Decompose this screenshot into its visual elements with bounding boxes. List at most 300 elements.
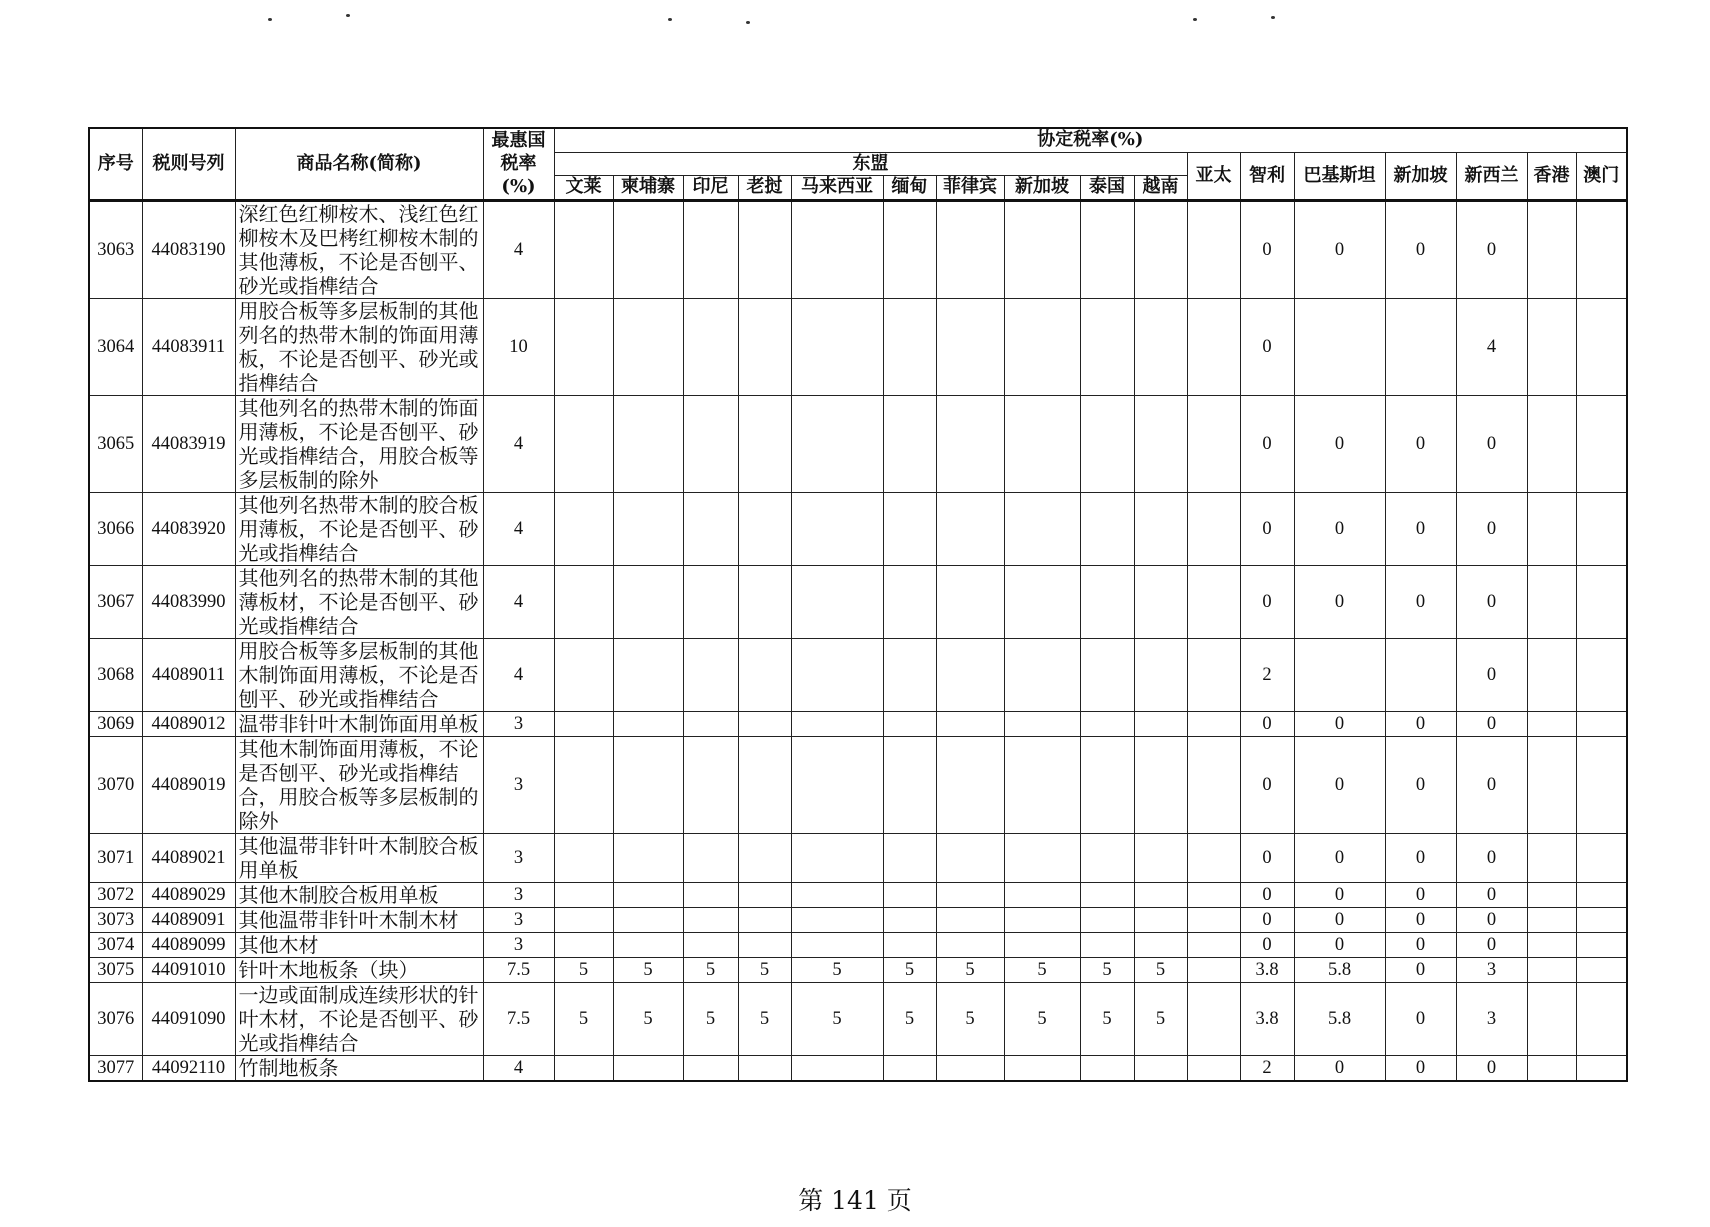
rate-asia-pacific-cell — [1187, 736, 1240, 833]
product-name-line: 木制饰面用薄板，不论是否 — [238, 662, 479, 687]
rate-new-zealand-cell: 4 — [1456, 298, 1527, 395]
rate-asean-cambodia-cell — [613, 298, 683, 395]
rate-asean-myanmar-cell — [883, 395, 936, 492]
product-name-line: 板，不论是否刨平、砂光或 — [238, 346, 479, 371]
rate-asean-laos-cell — [738, 833, 791, 882]
rate-new-zealand-cell: 0 — [1456, 200, 1527, 298]
product-name-line: 光或指榫结合 — [238, 613, 359, 638]
rate-asean-vietnam-cell — [1134, 565, 1187, 638]
scan-speck — [746, 21, 750, 24]
rate-new-zealand-cell: 0 — [1456, 932, 1527, 957]
rate-new-zealand-cell: 0 — [1456, 882, 1527, 907]
product-name-line: 光或指榫结合 — [238, 540, 359, 565]
tariff-code-cell: 44092110 — [142, 1055, 235, 1081]
rate-asean-myanmar-cell — [883, 932, 936, 957]
rate-singapore-cell: 0 — [1385, 907, 1456, 932]
rate-asean-indonesia-cell — [683, 298, 738, 395]
header-asean-brunei: 文莱 — [554, 175, 613, 200]
mfn-rate-cell: 4 — [483, 638, 554, 711]
tariff-table — [88, 127, 1628, 1082]
rate-hong-kong-cell — [1527, 492, 1576, 565]
rate-asean-thailand-cell — [1080, 932, 1134, 957]
rate-asean-indonesia-cell: 5 — [683, 957, 738, 982]
rate-asean-cambodia-cell — [613, 736, 683, 833]
rate-macao-cell — [1576, 907, 1627, 932]
rate-asean-vietnam-cell — [1134, 882, 1187, 907]
rate-asean-thailand-cell: 5 — [1080, 957, 1134, 982]
table-row — [89, 395, 1627, 492]
rate-asean-thailand-cell — [1080, 907, 1134, 932]
rate-asean-vietnam-cell — [1134, 298, 1187, 395]
table-row — [89, 1055, 1627, 1081]
rate-asia-pacific-cell — [1187, 711, 1240, 736]
rate-asean-cambodia-cell — [613, 907, 683, 932]
product-name-line: 合，用胶合板等多层板制的 — [238, 784, 479, 809]
rate-singapore-cell: 0 — [1385, 882, 1456, 907]
tariff-code-cell: 44089021 — [142, 833, 235, 882]
tariff-code-cell: 44083919 — [142, 395, 235, 492]
rate-asean-philippines-cell — [936, 395, 1004, 492]
seq-cell: 3070 — [89, 736, 142, 833]
page-number: 第 141 页 — [798, 1186, 912, 1215]
table-row — [89, 200, 1627, 298]
rate-asean-laos-cell — [738, 711, 791, 736]
seq-cell: 3064 — [89, 298, 142, 395]
tariff-code-cell: 44091010 — [142, 957, 235, 982]
rate-chile-cell: 0 — [1240, 736, 1294, 833]
rate-asean-myanmar-cell — [883, 736, 936, 833]
rate-asia-pacific-cell — [1187, 982, 1240, 1055]
product-name-line: 温带非针叶木制饰面用单板 — [238, 711, 479, 736]
product-name-line: 针叶木地板条（块） — [238, 957, 419, 982]
product-name-cell — [235, 957, 483, 982]
header-mfn-line: 最惠国 — [491, 130, 546, 152]
product-name-line: 刨平、砂光或指榫结合 — [238, 686, 439, 711]
product-name-line: 是否刨平、砂光或指榫结 — [238, 760, 459, 785]
rate-asean-cambodia-cell — [613, 1055, 683, 1081]
rate-asean-philippines-cell — [936, 638, 1004, 711]
tariff-code-cell: 44083190 — [142, 200, 235, 298]
rate-asean-malaysia-cell — [791, 395, 883, 492]
rate-chile-cell: 2 — [1240, 638, 1294, 711]
table-row — [89, 907, 1627, 932]
header-asean-indonesia: 印尼 — [683, 175, 738, 200]
product-name-line: 其他列名的热带木制的其他 — [238, 565, 479, 590]
product-name-line: 用单板 — [238, 857, 299, 882]
rate-asean-vietnam-cell: 5 — [1134, 957, 1187, 982]
product-name-line: 其他薄板，不论是否刨平、 — [238, 249, 479, 274]
rate-singapore-cell — [1385, 638, 1456, 711]
rate-asean-indonesia-cell — [683, 736, 738, 833]
rate-asean-brunei-cell — [554, 1055, 613, 1081]
rate-pakistan-cell: 0 — [1294, 492, 1385, 565]
rate-asean-indonesia-cell — [683, 882, 738, 907]
rate-new-zealand-cell: 0 — [1456, 565, 1527, 638]
rate-asean-vietnam-cell — [1134, 711, 1187, 736]
rate-chile-cell: 2 — [1240, 1055, 1294, 1081]
rate-macao-cell — [1576, 736, 1627, 833]
rate-singapore-cell — [1385, 298, 1456, 395]
rate-asean-philippines-cell — [936, 907, 1004, 932]
rate-asean-indonesia-cell — [683, 1055, 738, 1081]
rate-asean-laos-cell — [738, 298, 791, 395]
rate-asean-vietnam-cell — [1134, 833, 1187, 882]
product-name-line: 其他木材 — [238, 932, 319, 957]
seq-cell: 3075 — [89, 957, 142, 982]
header-asean-philippines: 菲律宾 — [936, 175, 1004, 200]
product-name-line: 薄板材，不论是否刨平、砂 — [238, 589, 479, 614]
rate-asean-indonesia-cell — [683, 711, 738, 736]
header-asean-laos: 老挝 — [738, 175, 791, 200]
rate-asean-malaysia-cell — [791, 200, 883, 298]
rate-asean-myanmar-cell: 5 — [883, 957, 936, 982]
header-pakistan: 巴基斯坦 — [1294, 152, 1385, 200]
rate-asia-pacific-cell — [1187, 565, 1240, 638]
tariff-code-cell: 44089012 — [142, 711, 235, 736]
rate-asean-philippines-cell — [936, 932, 1004, 957]
rate-pakistan-cell: 0 — [1294, 711, 1385, 736]
rate-asean-cambodia-cell — [613, 200, 683, 298]
rate-asean-philippines-cell — [936, 711, 1004, 736]
product-name-line: 用薄板，不论是否刨平、砂 — [238, 516, 479, 541]
rate-chile-cell: 0 — [1240, 565, 1294, 638]
rate-asean-laos-cell: 5 — [738, 957, 791, 982]
rate-chile-cell: 0 — [1240, 833, 1294, 882]
rate-asean-myanmar-cell — [883, 565, 936, 638]
rate-asean-vietnam-cell — [1134, 736, 1187, 833]
rate-asean-thailand-cell — [1080, 298, 1134, 395]
rate-asean-thailand-cell — [1080, 638, 1134, 711]
rate-asean-brunei-cell: 5 — [554, 957, 613, 982]
seq-cell: 3073 — [89, 907, 142, 932]
rate-asean-thailand-cell — [1080, 492, 1134, 565]
mfn-rate-cell: 3 — [483, 907, 554, 932]
rate-asean-brunei-cell — [554, 711, 613, 736]
rate-asean-philippines-cell — [936, 492, 1004, 565]
rate-asean-vietnam-cell — [1134, 907, 1187, 932]
seq-cell: 3077 — [89, 1055, 142, 1081]
header-mfn-line: 税率 — [500, 153, 537, 175]
rate-singapore-cell: 0 — [1385, 492, 1456, 565]
rate-asean-laos-cell — [738, 736, 791, 833]
rate-asean-malaysia-cell — [791, 492, 883, 565]
tariff-code-cell: 44089099 — [142, 932, 235, 957]
rate-asean-philippines-cell — [936, 298, 1004, 395]
product-name-cell — [235, 882, 483, 907]
rate-asean-vietnam-cell — [1134, 932, 1187, 957]
rate-macao-cell — [1576, 638, 1627, 711]
rate-singapore-cell: 0 — [1385, 1055, 1456, 1081]
rate-asean-brunei-cell: 5 — [554, 982, 613, 1055]
rate-asean-singapore-cell: 5 — [1004, 957, 1080, 982]
rate-new-zealand-cell: 0 — [1456, 638, 1527, 711]
rate-macao-cell — [1576, 711, 1627, 736]
product-name-cell — [235, 736, 483, 833]
rate-asean-myanmar-cell — [883, 200, 936, 298]
rate-asean-singapore-cell — [1004, 200, 1080, 298]
rate-asean-thailand-cell — [1080, 736, 1134, 833]
rate-asean-brunei-cell — [554, 736, 613, 833]
table-row — [89, 638, 1627, 711]
rate-asean-indonesia-cell — [683, 932, 738, 957]
table-header — [89, 128, 1627, 200]
rate-asean-philippines-cell: 5 — [936, 982, 1004, 1055]
mfn-rate-cell: 3 — [483, 736, 554, 833]
header-new-zealand: 新西兰 — [1456, 152, 1527, 200]
seq-cell: 3072 — [89, 882, 142, 907]
rate-macao-cell — [1576, 982, 1627, 1055]
tariff-code-cell: 44091090 — [142, 982, 235, 1055]
header-mfn-rate — [483, 128, 554, 200]
rate-asean-brunei-cell — [554, 200, 613, 298]
product-name-cell — [235, 1055, 483, 1081]
table-row — [89, 982, 1627, 1055]
rate-singapore-cell: 0 — [1385, 982, 1456, 1055]
rate-asean-malaysia-cell — [791, 736, 883, 833]
rate-chile-cell: 0 — [1240, 907, 1294, 932]
rate-asean-philippines-cell — [936, 565, 1004, 638]
mfn-rate-cell: 4 — [483, 492, 554, 565]
header-macao: 澳门 — [1576, 152, 1627, 200]
rate-asean-vietnam-cell — [1134, 395, 1187, 492]
tariff-code-cell: 44089029 — [142, 882, 235, 907]
rate-asean-laos-cell — [738, 638, 791, 711]
rate-asean-vietnam-cell — [1134, 1055, 1187, 1081]
rate-macao-cell — [1576, 833, 1627, 882]
header-asean-vietnam: 越南 — [1134, 175, 1187, 200]
rate-asean-indonesia-cell — [683, 395, 738, 492]
rate-asean-laos-cell: 5 — [738, 982, 791, 1055]
product-name-cell — [235, 298, 483, 395]
rate-asean-malaysia-cell: 5 — [791, 982, 883, 1055]
rate-asia-pacific-cell — [1187, 932, 1240, 957]
rate-asean-malaysia-cell — [791, 932, 883, 957]
rate-asean-brunei-cell — [554, 492, 613, 565]
rate-asia-pacific-cell — [1187, 638, 1240, 711]
rate-singapore-cell: 0 — [1385, 736, 1456, 833]
rate-chile-cell: 3.8 — [1240, 982, 1294, 1055]
header-agreement-rate: 协定税率(%) — [554, 128, 1627, 152]
rate-asean-myanmar-cell — [883, 638, 936, 711]
rate-asean-cambodia-cell — [613, 833, 683, 882]
rate-new-zealand-cell: 3 — [1456, 957, 1527, 982]
table-row — [89, 711, 1627, 736]
rate-asean-indonesia-cell — [683, 492, 738, 565]
product-name-line: 用胶合板等多层板制的其他 — [238, 298, 479, 323]
mfn-rate-cell: 3 — [483, 833, 554, 882]
rate-asean-laos-cell — [738, 200, 791, 298]
rate-singapore-cell: 0 — [1385, 932, 1456, 957]
rate-chile-cell: 3.8 — [1240, 957, 1294, 982]
product-name-line: 指榫结合 — [238, 370, 319, 395]
rate-pakistan-cell: 0 — [1294, 833, 1385, 882]
rate-asean-myanmar-cell — [883, 833, 936, 882]
rate-asean-singapore-cell — [1004, 907, 1080, 932]
product-name-cell — [235, 395, 483, 492]
rate-hong-kong-cell — [1527, 932, 1576, 957]
rate-macao-cell — [1576, 882, 1627, 907]
mfn-rate-cell: 4 — [483, 395, 554, 492]
rate-hong-kong-cell — [1527, 200, 1576, 298]
rate-new-zealand-cell: 0 — [1456, 1055, 1527, 1081]
rate-macao-cell — [1576, 200, 1627, 298]
rate-hong-kong-cell — [1527, 711, 1576, 736]
rate-macao-cell — [1576, 957, 1627, 982]
rate-macao-cell — [1576, 565, 1627, 638]
tariff-code-cell: 44083911 — [142, 298, 235, 395]
rate-asean-cambodia-cell: 5 — [613, 957, 683, 982]
rate-hong-kong-cell — [1527, 1055, 1576, 1081]
product-name-line: 多层板制的除外 — [238, 467, 379, 492]
product-name-line: 竹制地板条 — [238, 1055, 339, 1080]
seq-cell: 3067 — [89, 565, 142, 638]
rate-asean-indonesia-cell: 5 — [683, 982, 738, 1055]
product-name-cell — [235, 907, 483, 932]
rate-macao-cell — [1576, 492, 1627, 565]
rate-chile-cell: 0 — [1240, 395, 1294, 492]
rate-asean-malaysia-cell — [791, 882, 883, 907]
rate-macao-cell — [1576, 932, 1627, 957]
rate-asean-malaysia-cell — [791, 1055, 883, 1081]
rate-asean-malaysia-cell: 5 — [791, 957, 883, 982]
rate-asia-pacific-cell — [1187, 395, 1240, 492]
rate-chile-cell: 0 — [1240, 932, 1294, 957]
rate-asean-malaysia-cell — [791, 907, 883, 932]
rate-pakistan-cell — [1294, 638, 1385, 711]
rate-hong-kong-cell — [1527, 957, 1576, 982]
header-mfn-line: (%) — [501, 176, 536, 198]
rate-asean-philippines-cell — [936, 200, 1004, 298]
rate-asean-singapore-cell — [1004, 932, 1080, 957]
rate-asean-singapore-cell — [1004, 833, 1080, 882]
mfn-rate-cell: 4 — [483, 565, 554, 638]
tariff-code-cell: 44083990 — [142, 565, 235, 638]
product-name-cell — [235, 492, 483, 565]
rate-asean-singapore-cell — [1004, 736, 1080, 833]
rate-pakistan-cell — [1294, 298, 1385, 395]
rate-new-zealand-cell: 0 — [1456, 736, 1527, 833]
tariff-code-cell: 44089091 — [142, 907, 235, 932]
rate-hong-kong-cell — [1527, 907, 1576, 932]
rate-asean-thailand-cell — [1080, 882, 1134, 907]
rate-asean-singapore-cell — [1004, 711, 1080, 736]
rate-asia-pacific-cell — [1187, 882, 1240, 907]
mfn-rate-cell: 3 — [483, 932, 554, 957]
rate-singapore-cell: 0 — [1385, 395, 1456, 492]
rate-asean-philippines-cell — [936, 736, 1004, 833]
table-row — [89, 957, 1627, 982]
rate-asean-singapore-cell: 5 — [1004, 982, 1080, 1055]
rate-chile-cell: 0 — [1240, 882, 1294, 907]
product-name-cell — [235, 200, 483, 298]
rate-asean-philippines-cell — [936, 833, 1004, 882]
mfn-rate-cell: 4 — [483, 1055, 554, 1081]
rate-asean-thailand-cell — [1080, 1055, 1134, 1081]
product-name-line: 用胶合板等多层板制的其他 — [238, 638, 479, 663]
product-name-line: 光或指榫结合，用胶合板等 — [238, 443, 479, 468]
header-asean-thailand: 泰国 — [1080, 175, 1134, 200]
header-asean-cambodia: 柬埔寨 — [613, 175, 683, 200]
product-name-line: 光或指榫结合 — [238, 1030, 359, 1055]
rate-asia-pacific-cell — [1187, 957, 1240, 982]
header-asean: 东盟 — [554, 152, 1187, 175]
rate-asean-indonesia-cell — [683, 638, 738, 711]
rate-hong-kong-cell — [1527, 298, 1576, 395]
rate-singapore-cell: 0 — [1385, 565, 1456, 638]
rate-asean-brunei-cell — [554, 395, 613, 492]
rate-asia-pacific-cell — [1187, 907, 1240, 932]
header-asean-myanmar: 缅甸 — [883, 175, 936, 200]
rate-asean-brunei-cell — [554, 565, 613, 638]
product-name-line: 除外 — [238, 808, 279, 833]
rate-chile-cell: 0 — [1240, 492, 1294, 565]
product-name-cell — [235, 711, 483, 736]
rate-asean-brunei-cell — [554, 882, 613, 907]
rate-asean-vietnam-cell — [1134, 492, 1187, 565]
rate-asean-brunei-cell — [554, 932, 613, 957]
rate-asean-thailand-cell — [1080, 395, 1134, 492]
rate-singapore-cell: 0 — [1385, 711, 1456, 736]
rate-asean-brunei-cell — [554, 907, 613, 932]
rate-asean-myanmar-cell — [883, 711, 936, 736]
product-name-line: 砂光或指榫结合 — [238, 273, 379, 298]
rate-asean-malaysia-cell — [791, 711, 883, 736]
product-name-line: 柳桉木及巴栲红柳桉木制的 — [238, 225, 479, 250]
header-asia-pacific: 亚太 — [1187, 152, 1240, 200]
rate-asean-laos-cell — [738, 492, 791, 565]
rate-asean-laos-cell — [738, 565, 791, 638]
rate-asean-brunei-cell — [554, 833, 613, 882]
rate-macao-cell — [1576, 1055, 1627, 1081]
header-product-name: 商品名称(简称) — [235, 128, 483, 200]
rate-pakistan-cell: 0 — [1294, 907, 1385, 932]
rate-new-zealand-cell: 3 — [1456, 982, 1527, 1055]
rate-hong-kong-cell — [1527, 565, 1576, 638]
rate-singapore-cell: 0 — [1385, 957, 1456, 982]
rate-asean-singapore-cell — [1004, 492, 1080, 565]
rate-asean-malaysia-cell — [791, 298, 883, 395]
mfn-rate-cell: 7.5 — [483, 957, 554, 982]
rate-asean-myanmar-cell — [883, 492, 936, 565]
rate-asean-cambodia-cell — [613, 882, 683, 907]
rate-singapore-cell: 0 — [1385, 200, 1456, 298]
rate-pakistan-cell: 0 — [1294, 736, 1385, 833]
table-row — [89, 882, 1627, 907]
tariff-code-cell: 44089019 — [142, 736, 235, 833]
rate-pakistan-cell: 0 — [1294, 932, 1385, 957]
seq-cell: 3063 — [89, 200, 142, 298]
rate-asia-pacific-cell — [1187, 1055, 1240, 1081]
tariff-code-cell: 44089011 — [142, 638, 235, 711]
rate-asean-singapore-cell — [1004, 638, 1080, 711]
rate-asean-thailand-cell — [1080, 711, 1134, 736]
rate-asean-malaysia-cell — [791, 833, 883, 882]
rate-asean-vietnam-cell — [1134, 200, 1187, 298]
mfn-rate-cell: 3 — [483, 711, 554, 736]
scan-speck — [1193, 18, 1197, 21]
header-asean-singapore: 新加坡 — [1004, 175, 1080, 200]
rate-asean-cambodia-cell: 5 — [613, 982, 683, 1055]
scan-speck — [668, 18, 672, 21]
rate-asean-myanmar-cell — [883, 1055, 936, 1081]
product-name-line: 其他列名的热带木制的饰面 — [238, 395, 479, 420]
scan-speck — [346, 14, 350, 17]
seq-cell: 3066 — [89, 492, 142, 565]
rate-asean-cambodia-cell — [613, 565, 683, 638]
header-seq: 序号 — [89, 128, 142, 200]
table-row — [89, 565, 1627, 638]
rate-asean-myanmar-cell: 5 — [883, 982, 936, 1055]
